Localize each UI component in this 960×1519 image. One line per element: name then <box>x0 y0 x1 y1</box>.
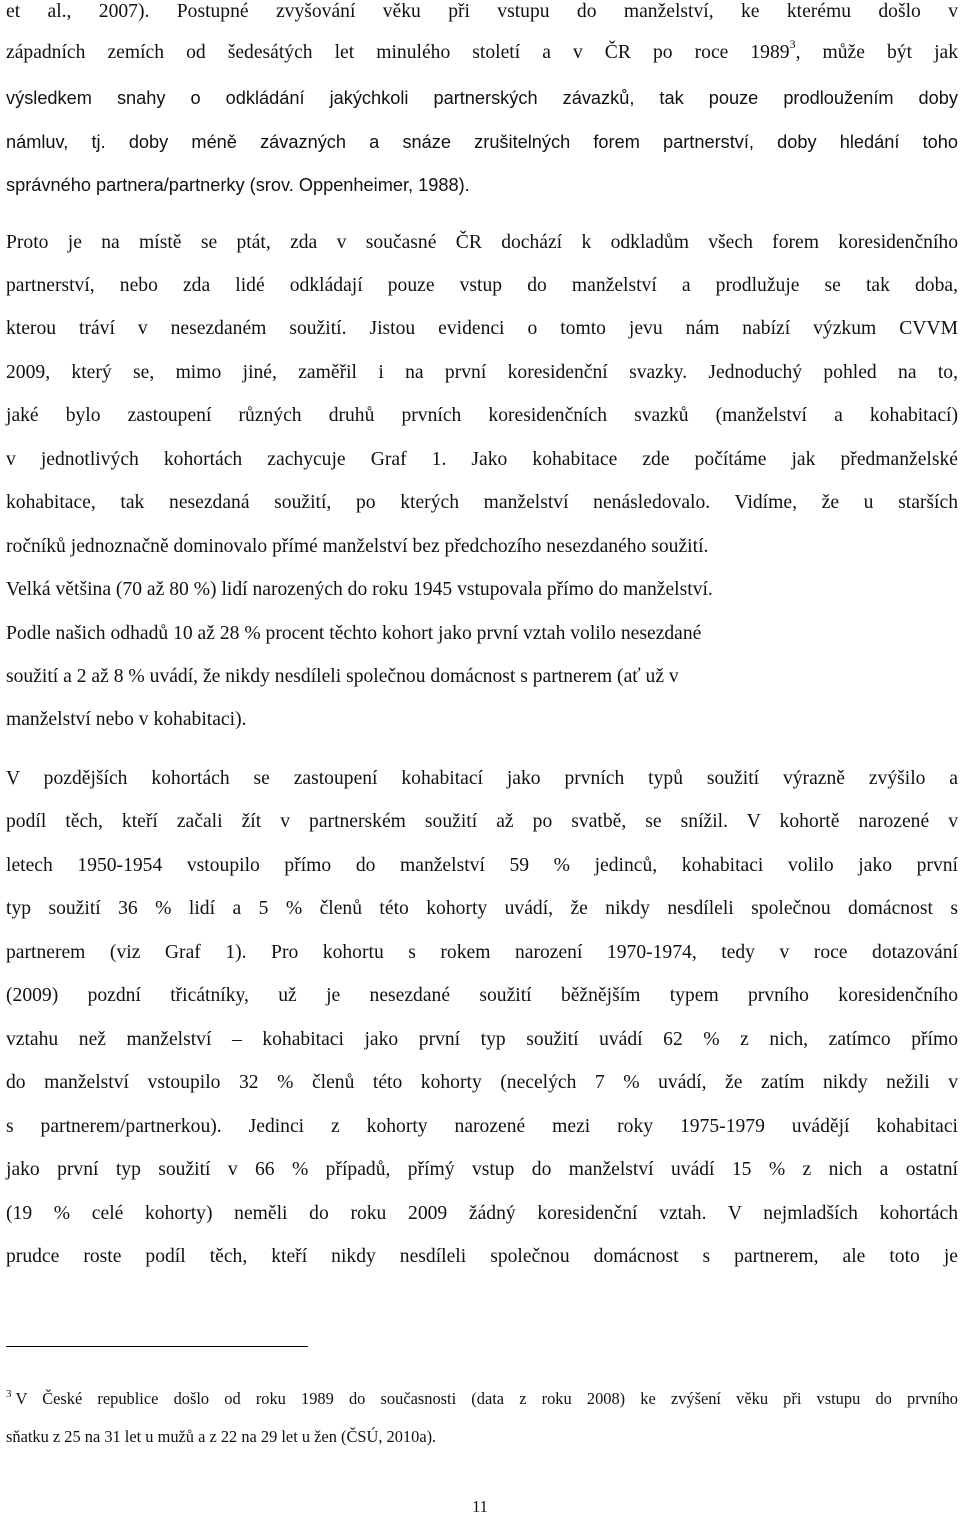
paragraph-2-line-12: manželství nebo v kohabitaci). <box>6 709 247 730</box>
paragraph-2-line-8: ročníků jednoznačně dominovalo přímé manželství bez předchozího nesezdaného soužití. <box>6 536 709 557</box>
paragraph-1-line-4: námluv, tj. doby méně závazných a snáze zrušitelných forem partnerství, doby hledání toho <box>6 132 958 152</box>
paragraph-2-line-7: kohabitace, tak nesezdaná soužití, po kterých manželství nenásledovalo. Vidíme, že u starších <box>6 492 958 513</box>
paragraph-2-line-10: Podle našich odhadů 10 až 28 % procent těchto kohort jako první vztah volilo nesezdané <box>6 623 702 644</box>
paragraph-2-line-5: jaké bylo zastoupení různých druhů prvních koresidenčních svazků (manželství a kohabitací) <box>6 405 958 426</box>
paragraph-2-line-6: v jednotlivých kohortách zachycuje Graf 1. Jako kohabitace zde počítáme jak předmanželské <box>6 449 958 470</box>
footnote-separator <box>6 1346 308 1347</box>
paragraph-3-line-1: V pozdějších kohortách se zastoupení kohabitací jako prvních typů soužití výrazně zvýšilo a <box>6 768 958 789</box>
paragraph-2-line-11: soužití a 2 až 8 % uvádí, že nikdy nesdíleli společnou domácnost s partnerem (ať už v <box>6 666 679 687</box>
paragraph-3-line-7: vztahu než manželství – kohabitaci jako první typ soužití uvádí 62 % z nich, zatímco přímo <box>6 1029 958 1050</box>
paragraph-3-line-10: jako první typ soužití v 66 % případů, přímý vstup do manželství uvádí 15 % z nich a ostatní <box>6 1159 958 1180</box>
paragraph-2-line-4: 2009, který se, mimo jiné, zaměřil i na první koresidenční svazky. Jednoduchý pohled na to, <box>6 362 958 383</box>
paragraph-1-line-3: výsledkem snahy o odkládání jakýchkoli partnerských závazků, tak pouze prodloužením doby <box>6 88 958 108</box>
paragraph-3-line-12: prudce roste podíl těch, kteří nikdy nesdíleli společnou domácnost s partnerem, ale toto je <box>6 1246 958 1267</box>
paragraph-1-line-2 <box>6 37 959 65</box>
paragraph-3-line-4: typ soužití 36 % lidí a 5 % členů této kohorty uvádí, že nikdy nesdíleli společnou domácnost s <box>6 898 958 919</box>
paragraph-2-line-9: Velká většina (70 až 80 %) lidí narozených do roku 1945 vstupovala přímo do manželství. <box>6 579 713 600</box>
footnote-line-2: sňatku z 25 na 31 let u mužů a z 22 na 29 let u žen (ČSÚ, 2010a). <box>6 1427 437 1446</box>
paragraph-3-line-9: s partnerem/partnerkou). Jedinci z kohorty narozené mezi roky 1975-1979 uvádějí kohabitaci <box>6 1116 958 1137</box>
paragraph-3-line-11: (19 % celé kohorty) neměli do roku 2009 žádný koresidenční vztah. V nejmladších kohortách <box>6 1203 958 1224</box>
paragraph-1-line-5: správného partnera/partnerky (srov. Oppenheimer, 1988). <box>6 175 470 195</box>
footnote-line-1-text: V České republice došlo od roku 1989 do současnosti (data z roku 2008) ke zvýšení věku při vstupu do prvního <box>15 1389 958 1408</box>
paragraph-1-line-2-text: západních zemích od šedesátých let minulého století a v ČR po roce 1989 <box>6 42 790 63</box>
paragraph-1-line-2-tail: , může být jak <box>795 42 959 63</box>
page-number: 11 <box>472 1497 488 1516</box>
paragraph-3-line-2: podíl těch, kteří začali žít v partnerském soužití až po svatbě, se snížil. V kohortě narozené v <box>6 811 958 832</box>
paragraph-3-line-3: letech 1950-1954 vstoupilo přímo do manželství 59 % jedinců, kohabitaci volilo jako první <box>6 855 958 876</box>
paragraph-2-line-2: partnerství, nebo zda lidé odkládají pouze vstup do manželství a prodlužuje se tak doba, <box>6 275 958 296</box>
paragraph-2-line-3: kterou tráví v nesezdaném soužití. Jistou evidenci o tomto jevu nám nabízí výzkum CVVM <box>6 318 958 339</box>
paragraph-3-line-6: (2009) pozdní třicátníky, už je nesezdané soužití běžnějším typem prvního koresidenčního <box>6 985 958 1006</box>
footnote-marker: 3 <box>6 1388 12 1400</box>
paragraph-3-line-5: partnerem (viz Graf 1). Pro kohortu s rokem narození 1970-1974, tedy v roce dotazování <box>6 942 958 963</box>
paragraph-1-line-1: et al., 2007). Postupné zvyšování věku při vstupu do manželství, ke kterému došlo v <box>6 1 958 22</box>
footnote-reference: 3 <box>789 37 796 52</box>
paragraph-3-line-8: do manželství vstoupilo 32 % členů této kohorty (necelých 7 % uvádí, že zatím nikdy nežili v <box>6 1072 958 1093</box>
footnote-line-1 <box>6 1389 958 1411</box>
paragraph-2-line-1: Proto je na místě se ptát, zda v současné ČR dochází k odkladům všech forem koresidenčního <box>6 232 958 253</box>
